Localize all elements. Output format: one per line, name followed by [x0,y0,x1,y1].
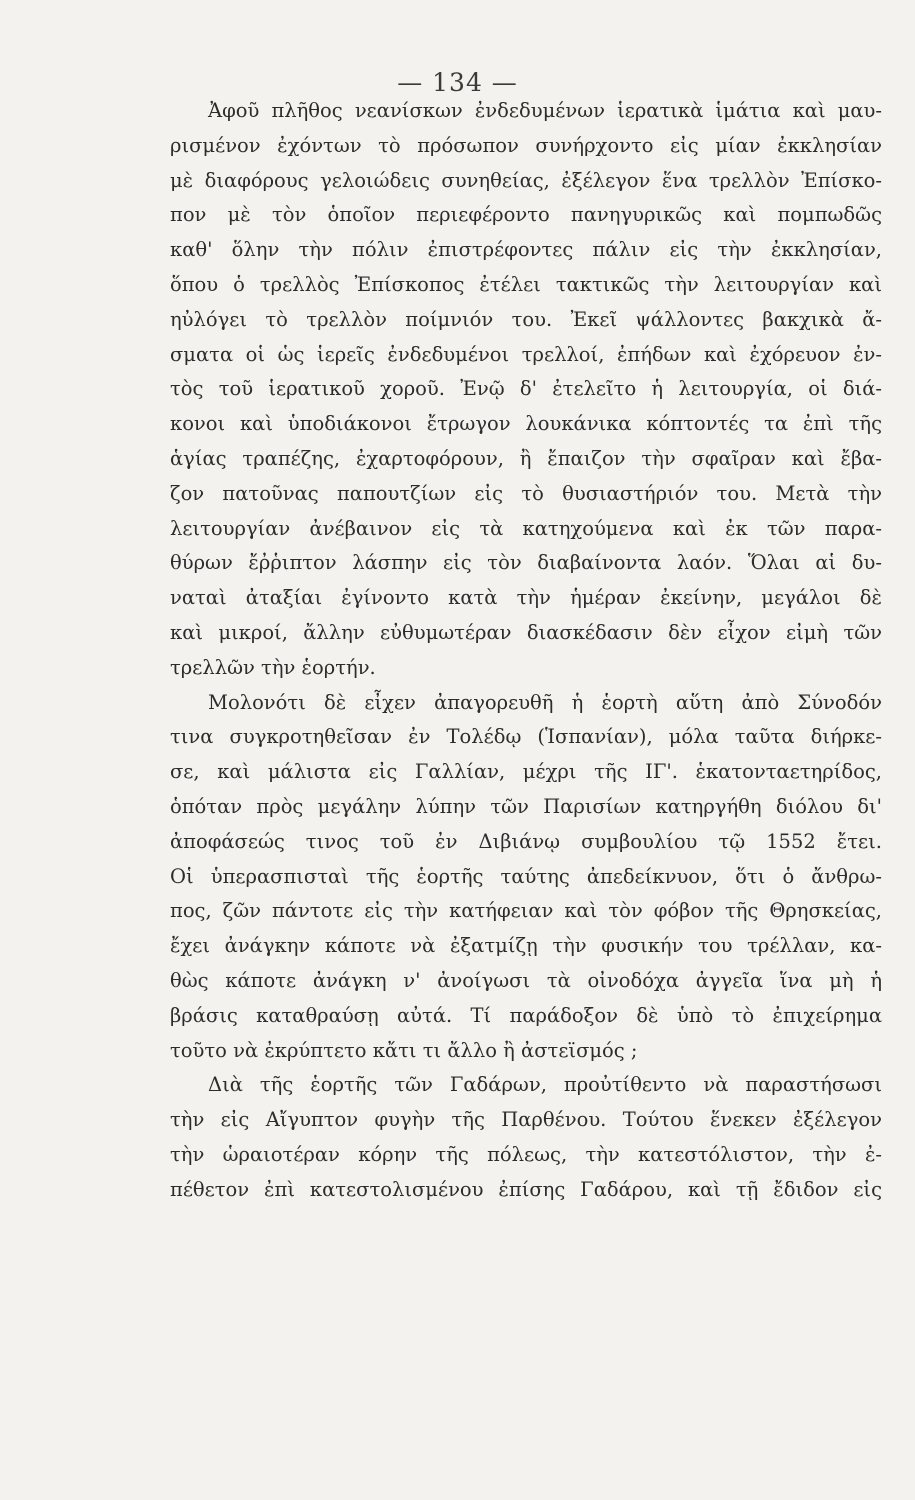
text-line: ηὐλόγει τὸ τρελλὸν ποίμνιόν του. Ἐκεῖ ψάλλοντες βακχικὰ ἄ- [170,307,882,331]
text-line: σε, καὶ μάλιστα εἰς Γαλλίαν, μέχρι τῆς ΙΓ'. ἑκατονταετηρίδος, [170,760,882,784]
text-line: πον μὲ τὸν ὁποῖον περιεφέροντο πανηγυρικῶς καὶ πομπωδῶς [170,203,882,227]
text-line: θὼς κάποτε ἀνάγκη ν' ἀνοίγωσι τὰ οἰνοδόχα ἀγγεῖα ἵνα μὴ ἡ [170,968,882,992]
text-line: κονοι καὶ ὑποδιάκονοι ἔτρωγον λουκάνικα κόπτοντές τα ἐπὶ τῆς [170,412,882,436]
text-line: τὴν εἰς Αἴγυπτον φυγὴν τῆς Παρθένου. Τούτου ἕνεκεν ἐξέλεγον [170,1108,882,1132]
text-line: βράσις καταθραύσῃ αὐτά. Τί παράδοξον δὲ ὑπὸ τὸ ἐπιχείρημα [170,1003,882,1027]
page-number: — 134 — [397,68,518,97]
text-line: ἁγίας τραπέζης, ἐχαρτοφόρουν, ἢ ἔπαιζον τὴν σφαῖραν καὶ ἔβα- [170,446,882,470]
text-line: Διὰ τῆς ἑορτῆς τῶν Γαδάρων, προὐτίθεντο νὰ παραστήσωσι [208,1073,882,1097]
text-line: καθ' ὅλην τὴν πόλιν ἐπιστρέφοντες πάλιν εἰς τὴν ἐκκλησίαν, [170,238,882,262]
text-line: τρελλῶν τὴν ἑορτήν. [170,655,376,679]
text-line: ναταὶ ἀταξίαι ἐγίνοντο κατὰ τὴν ἡμέραν ἐκείνην, μεγάλοι δὲ [170,586,882,610]
text-line: μὲ διαφόρους γελοιώδεις συνηθείας, ἐξέλεγον ἕνα τρελλὸν Ἐπίσκο- [170,168,882,192]
text-line: ζον πατοῦνας παπουτζίων εἰς τὸ θυσιαστήριόν του. Μετὰ τὴν [170,481,882,505]
text-line: ἀποφάσεώς τινος τοῦ ἐν Διβιάνῳ συμβουλίου τῷ 1552 ἔτει. [170,829,882,853]
text-line: ὁπόταν πρὸς μεγάλην λύπην τῶν Παρισίων κατηργήθη διόλου δι' [170,794,882,818]
text-line: Ἀφοῦ πλῆθος νεανίσκων ἐνδεδυμένων ἱερατικὰ ἱμάτια καὶ μαυ- [208,99,882,122]
text-line: ρισμένον ἐχόντων τὸ πρόσωπον συνήρχοντο εἰς μίαν ἐκκλησίαν [170,133,882,157]
text-line: τὴν ὡραιοτέραν κόρην τῆς πόλεως, τὴν κατεστόλιστον, τὴν ἐ- [170,1142,882,1166]
text-line: σματα οἱ ὡς ἱερεῖς ἐνδεδυμένοι τρελλοί, ἐπήδων καὶ ἐχόρευον ἐν- [170,342,882,366]
text-line: πος, ζῶν πάντοτε εἰς τὴν κατήφειαν καὶ τὸν φόβον τῆς Θρησκείας, [170,899,882,923]
text-line: ἔχει ἀνάγκην κάποτε νὰ ἐξατμίζῃ τὴν φυσικήν του τρέλλαν, κα- [170,934,882,958]
text-line: Μολονότι δὲ εἶχεν ἀπαγορευθῆ ἡ ἑορτὴ αὕτη ἀπὸ Σύνοδόν [208,690,882,714]
text-line: ὅπου ὁ τρελλὸς Ἐπίσκοπος ἐτέλει τακτικῶς τὴν λειτουργίαν καὶ [170,272,882,296]
text-line: τὸς τοῦ ἱερατικοῦ χοροῦ. Ἐνῷ δ' ἐτελεῖτο ἡ λειτουργία, οἱ διά- [170,377,882,401]
text-line: θύρων ἔῤῥιπτον λάσπην εἰς τὸν διαβαίνοντα λαόν. Ὅλαι αἱ δυ- [170,551,882,575]
text-line: τινα συγκροτηθεῖσαν ἐν Τολέδῳ (Ἱσπανίαν), μόλα ταῦτα διήρκε- [170,725,882,749]
text-line: τοῦτο νὰ ἐκρύπτετο κἄτι τι ἄλλο ἢ ἀστεϊσμός ; [170,1038,638,1062]
body-text [170,94,882,1208]
text-line: καὶ μικροί, ἄλλην εὐθυμωτέραν διασκέδασιν δὲν εἶχον εἰμὴ τῶν [170,620,882,644]
text-line: λειτουργίαν ἀνέβαινον εἰς τὰ κατηχούμενα καὶ ἐκ τῶν παρα- [170,516,882,540]
text-line: πέθετον ἐπὶ κατεστολισμένου ἐπίσης Γαδάρου, καὶ τῇ ἔδιδον εἰς [170,1177,882,1201]
text-line: Οἱ ὑπερασπισταὶ τῆς ἑορτῆς ταύτης ἀπεδείκνυον, ὅτι ὁ ἄνθρω- [170,864,882,888]
